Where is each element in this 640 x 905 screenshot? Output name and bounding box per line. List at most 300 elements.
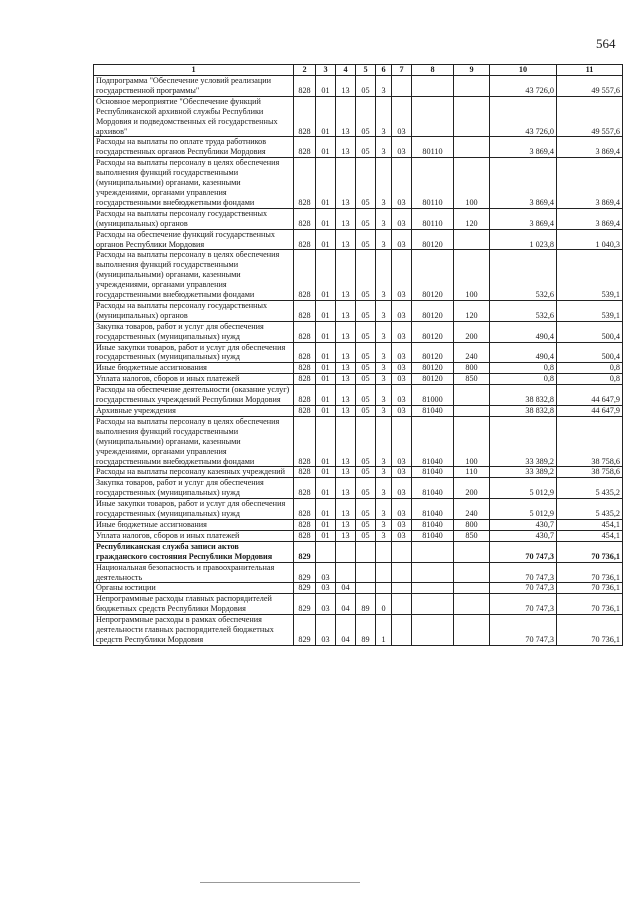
code-podrazdel-cell: 04 bbox=[336, 615, 356, 646]
code-event-cell: 03 bbox=[392, 519, 412, 530]
table-row bbox=[94, 96, 623, 137]
code-direction-cell bbox=[412, 583, 454, 594]
code-direction-cell bbox=[412, 594, 454, 615]
code-razdel-cell: 03 bbox=[316, 615, 336, 646]
code-direction-cell: 80120 bbox=[412, 321, 454, 342]
table-row bbox=[94, 374, 623, 385]
code-event-cell bbox=[392, 594, 412, 615]
code-razdel-cell: 03 bbox=[316, 594, 336, 615]
amount-year1-cell: 43 726,0 bbox=[490, 76, 557, 97]
code-ved-cell: 828 bbox=[294, 478, 316, 499]
amount-year1-cell: 490,4 bbox=[490, 342, 557, 363]
code-expense-type-cell bbox=[454, 137, 490, 158]
amount-year2-cell: 49 557,6 bbox=[557, 96, 623, 137]
amount-year2-cell: 70 736,1 bbox=[557, 541, 623, 562]
row-name-cell: Расходы на выплаты персоналу казенных учреждений bbox=[94, 467, 294, 478]
row-name-cell: Подпрограмма "Обеспечение условий реализации государственной программы" bbox=[94, 76, 294, 97]
code-subprogram-cell: 3 bbox=[376, 374, 392, 385]
amount-year2-cell: 44 647,9 bbox=[557, 406, 623, 417]
code-podrazdel-cell: 13 bbox=[336, 158, 356, 209]
code-podrazdel-cell: 13 bbox=[336, 229, 356, 250]
code-ved-cell: 828 bbox=[294, 208, 316, 229]
code-program-cell: 05 bbox=[356, 385, 376, 406]
amount-year2-cell: 70 736,1 bbox=[557, 562, 623, 583]
code-ved-cell: 829 bbox=[294, 583, 316, 594]
code-subprogram-cell: 0 bbox=[376, 594, 392, 615]
code-event-cell: 03 bbox=[392, 137, 412, 158]
code-program-cell bbox=[356, 583, 376, 594]
code-podrazdel-cell: 13 bbox=[336, 478, 356, 499]
row-name-cell: Непрограммные расходы в рамках обеспечения деятельности главных распорядителей бюджетных средств Республики Мордовия bbox=[94, 615, 294, 646]
table-row bbox=[94, 385, 623, 406]
header-cell: 8 bbox=[412, 65, 454, 76]
code-ved-cell: 828 bbox=[294, 499, 316, 520]
table-row bbox=[94, 406, 623, 417]
code-razdel-cell: 01 bbox=[316, 385, 336, 406]
table-row bbox=[94, 530, 623, 541]
code-expense-type-cell: 800 bbox=[454, 519, 490, 530]
amount-year2-cell: 44 647,9 bbox=[557, 385, 623, 406]
row-name-cell: Расходы на выплаты персоналу в целях обеспечения выполнения функций государственными (муниципальными) органами, казенными учреждениями, органами управления государственными внебюджетными фондами bbox=[94, 250, 294, 301]
table-row bbox=[94, 562, 623, 583]
amount-year2-cell: 1 040,3 bbox=[557, 229, 623, 250]
code-expense-type-cell bbox=[454, 562, 490, 583]
code-event-cell: 03 bbox=[392, 385, 412, 406]
code-program-cell: 05 bbox=[356, 467, 376, 478]
code-subprogram-cell: 3 bbox=[376, 158, 392, 209]
code-podrazdel-cell: 13 bbox=[336, 342, 356, 363]
amount-year1-cell: 38 832,8 bbox=[490, 406, 557, 417]
header-cell: 3 bbox=[316, 65, 336, 76]
code-expense-type-cell: 800 bbox=[454, 363, 490, 374]
table-row bbox=[94, 499, 623, 520]
code-subprogram-cell: 3 bbox=[376, 478, 392, 499]
code-ved-cell: 828 bbox=[294, 321, 316, 342]
header-cell: 9 bbox=[454, 65, 490, 76]
code-direction-cell: 80120 bbox=[412, 374, 454, 385]
code-program-cell: 05 bbox=[356, 519, 376, 530]
row-name-cell: Уплата налогов, сборов и иных платежей bbox=[94, 374, 294, 385]
code-direction-cell bbox=[412, 76, 454, 97]
code-razdel-cell: 01 bbox=[316, 478, 336, 499]
code-subprogram-cell bbox=[376, 583, 392, 594]
budget-table bbox=[93, 64, 623, 646]
code-razdel-cell: 01 bbox=[316, 467, 336, 478]
code-direction-cell: 81040 bbox=[412, 478, 454, 499]
code-ved-cell: 828 bbox=[294, 519, 316, 530]
table-row bbox=[94, 583, 623, 594]
code-ved-cell: 828 bbox=[294, 76, 316, 97]
amount-year2-cell: 454,1 bbox=[557, 519, 623, 530]
code-ved-cell: 828 bbox=[294, 158, 316, 209]
code-event-cell bbox=[392, 583, 412, 594]
code-ved-cell: 829 bbox=[294, 541, 316, 562]
code-ved-cell: 828 bbox=[294, 467, 316, 478]
amount-year2-cell: 70 736,1 bbox=[557, 594, 623, 615]
amount-year2-cell: 38 758,6 bbox=[557, 467, 623, 478]
amount-year1-cell: 430,7 bbox=[490, 530, 557, 541]
code-razdel-cell: 01 bbox=[316, 76, 336, 97]
code-event-cell: 03 bbox=[392, 499, 412, 520]
code-subprogram-cell: 3 bbox=[376, 300, 392, 321]
amount-year1-cell: 430,7 bbox=[490, 519, 557, 530]
code-program-cell bbox=[356, 562, 376, 583]
code-ved-cell: 828 bbox=[294, 137, 316, 158]
code-event-cell bbox=[392, 76, 412, 97]
code-razdel-cell: 01 bbox=[316, 416, 336, 467]
code-ved-cell: 828 bbox=[294, 250, 316, 301]
amount-year2-cell: 5 435,2 bbox=[557, 478, 623, 499]
code-event-cell: 03 bbox=[392, 530, 412, 541]
row-name-cell: Республиканская служба записи актов гражданского состояния Республики Мордовия bbox=[94, 541, 294, 562]
amount-year2-cell: 539,1 bbox=[557, 250, 623, 301]
code-expense-type-cell: 110 bbox=[454, 467, 490, 478]
table-row bbox=[94, 158, 623, 209]
code-program-cell: 05 bbox=[356, 374, 376, 385]
code-podrazdel-cell: 13 bbox=[336, 530, 356, 541]
amount-year1-cell: 0,8 bbox=[490, 374, 557, 385]
table-row bbox=[94, 416, 623, 467]
code-razdel-cell: 01 bbox=[316, 406, 336, 417]
code-podrazdel-cell: 13 bbox=[336, 76, 356, 97]
code-razdel-cell: 01 bbox=[316, 137, 336, 158]
code-direction-cell: 80120 bbox=[412, 363, 454, 374]
table-row bbox=[94, 478, 623, 499]
code-podrazdel-cell: 13 bbox=[336, 96, 356, 137]
amount-year1-cell: 70 747,3 bbox=[490, 615, 557, 646]
amount-year2-cell: 49 557,6 bbox=[557, 76, 623, 97]
table-row bbox=[94, 300, 623, 321]
code-program-cell: 05 bbox=[356, 229, 376, 250]
row-name-cell: Национальная безопасность и правоохранительная деятельность bbox=[94, 562, 294, 583]
code-podrazdel-cell: 13 bbox=[336, 499, 356, 520]
code-program-cell: 05 bbox=[356, 478, 376, 499]
table-row bbox=[94, 363, 623, 374]
amount-year1-cell: 3 869,4 bbox=[490, 158, 557, 209]
header-cell: 4 bbox=[336, 65, 356, 76]
code-subprogram-cell: 3 bbox=[376, 76, 392, 97]
code-direction-cell: 80110 bbox=[412, 137, 454, 158]
code-expense-type-cell: 100 bbox=[454, 416, 490, 467]
code-event-cell: 03 bbox=[392, 250, 412, 301]
amount-year1-cell: 3 869,4 bbox=[490, 208, 557, 229]
row-name-cell: Закупка товаров, работ и услуг для обеспечения государственных (муниципальных) нужд bbox=[94, 321, 294, 342]
table-row bbox=[94, 208, 623, 229]
page-number: 564 bbox=[596, 36, 616, 51]
code-podrazdel-cell: 13 bbox=[336, 250, 356, 301]
code-ved-cell: 828 bbox=[294, 530, 316, 541]
code-event-cell: 03 bbox=[392, 321, 412, 342]
amount-year2-cell: 5 435,2 bbox=[557, 499, 623, 520]
code-subprogram-cell bbox=[376, 562, 392, 583]
code-razdel-cell: 01 bbox=[316, 229, 336, 250]
code-razdel-cell: 01 bbox=[316, 321, 336, 342]
code-event-cell: 03 bbox=[392, 208, 412, 229]
code-direction-cell: 81040 bbox=[412, 499, 454, 520]
code-direction-cell: 81040 bbox=[412, 530, 454, 541]
amount-year1-cell: 70 747,3 bbox=[490, 583, 557, 594]
code-subprogram-cell: 3 bbox=[376, 519, 392, 530]
code-razdel-cell bbox=[316, 541, 336, 562]
table-row bbox=[94, 321, 623, 342]
table-row bbox=[94, 541, 623, 562]
code-event-cell: 03 bbox=[392, 406, 412, 417]
table-row bbox=[94, 615, 623, 646]
code-program-cell: 05 bbox=[356, 96, 376, 137]
code-expense-type-cell: 240 bbox=[454, 342, 490, 363]
code-podrazdel-cell bbox=[336, 562, 356, 583]
code-event-cell: 03 bbox=[392, 229, 412, 250]
amount-year2-cell: 500,4 bbox=[557, 321, 623, 342]
row-name-cell: Расходы на выплаты персоналу в целях обеспечения выполнения функций государственными (муниципальными) органами, казенными учреждениями, органами управления государственными внебюджетными фондами bbox=[94, 416, 294, 467]
table-row bbox=[94, 342, 623, 363]
code-event-cell: 03 bbox=[392, 363, 412, 374]
row-name-cell: Расходы на выплаты по оплате труда работников государственных органов Республики Мордовия bbox=[94, 137, 294, 158]
code-podrazdel-cell bbox=[336, 541, 356, 562]
code-program-cell: 05 bbox=[356, 76, 376, 97]
amount-year1-cell: 0,8 bbox=[490, 363, 557, 374]
code-subprogram-cell: 3 bbox=[376, 416, 392, 467]
amount-year2-cell: 3 869,4 bbox=[557, 137, 623, 158]
code-subprogram-cell: 3 bbox=[376, 363, 392, 374]
code-event-cell: 03 bbox=[392, 374, 412, 385]
code-event-cell bbox=[392, 615, 412, 646]
code-ved-cell: 829 bbox=[294, 594, 316, 615]
code-razdel-cell: 01 bbox=[316, 208, 336, 229]
code-direction-cell bbox=[412, 615, 454, 646]
row-name-cell: Расходы на обеспечение функций государственных органов Республики Мордовия bbox=[94, 229, 294, 250]
code-program-cell bbox=[356, 541, 376, 562]
code-razdel-cell: 01 bbox=[316, 519, 336, 530]
table-row bbox=[94, 137, 623, 158]
code-razdel-cell: 01 bbox=[316, 300, 336, 321]
amount-year1-cell: 1 023,8 bbox=[490, 229, 557, 250]
amount-year1-cell: 532,6 bbox=[490, 250, 557, 301]
header-cell: 2 bbox=[294, 65, 316, 76]
code-podrazdel-cell: 13 bbox=[336, 300, 356, 321]
table-row bbox=[94, 519, 623, 530]
code-subprogram-cell: 3 bbox=[376, 342, 392, 363]
code-subprogram-cell: 1 bbox=[376, 615, 392, 646]
code-razdel-cell: 01 bbox=[316, 363, 336, 374]
amount-year2-cell: 539,1 bbox=[557, 300, 623, 321]
amount-year1-cell: 38 832,8 bbox=[490, 385, 557, 406]
header-cell: 10 bbox=[490, 65, 557, 76]
code-direction-cell: 80120 bbox=[412, 250, 454, 301]
code-direction-cell: 81040 bbox=[412, 406, 454, 417]
code-subprogram-cell: 3 bbox=[376, 250, 392, 301]
code-program-cell: 05 bbox=[356, 250, 376, 301]
amount-year2-cell: 454,1 bbox=[557, 530, 623, 541]
amount-year1-cell: 70 747,3 bbox=[490, 562, 557, 583]
code-podrazdel-cell: 13 bbox=[336, 208, 356, 229]
code-program-cell: 89 bbox=[356, 615, 376, 646]
code-direction-cell bbox=[412, 96, 454, 137]
row-name-cell: Расходы на выплаты персоналу государственных (муниципальных) органов bbox=[94, 300, 294, 321]
code-event-cell: 03 bbox=[392, 158, 412, 209]
code-ved-cell: 828 bbox=[294, 300, 316, 321]
code-subprogram-cell: 3 bbox=[376, 96, 392, 137]
code-razdel-cell: 01 bbox=[316, 374, 336, 385]
amount-year2-cell: 0,8 bbox=[557, 374, 623, 385]
amount-year1-cell: 5 012,9 bbox=[490, 478, 557, 499]
code-direction-cell: 81040 bbox=[412, 519, 454, 530]
table-row bbox=[94, 76, 623, 97]
code-event-cell: 03 bbox=[392, 416, 412, 467]
code-razdel-cell: 01 bbox=[316, 250, 336, 301]
budget-table-container bbox=[93, 64, 623, 646]
code-podrazdel-cell: 13 bbox=[336, 374, 356, 385]
amount-year1-cell: 33 389,2 bbox=[490, 416, 557, 467]
header-cell: 1 bbox=[94, 65, 294, 76]
code-program-cell: 05 bbox=[356, 137, 376, 158]
code-expense-type-cell bbox=[454, 615, 490, 646]
code-program-cell: 05 bbox=[356, 530, 376, 541]
code-subprogram-cell: 3 bbox=[376, 530, 392, 541]
code-podrazdel-cell: 13 bbox=[336, 519, 356, 530]
amount-year2-cell: 70 736,1 bbox=[557, 615, 623, 646]
code-subprogram-cell: 3 bbox=[376, 229, 392, 250]
code-subprogram-cell: 3 bbox=[376, 385, 392, 406]
code-subprogram-cell: 3 bbox=[376, 467, 392, 478]
code-razdel-cell: 01 bbox=[316, 96, 336, 137]
code-podrazdel-cell: 04 bbox=[336, 594, 356, 615]
code-program-cell: 05 bbox=[356, 208, 376, 229]
code-expense-type-cell bbox=[454, 406, 490, 417]
code-direction-cell: 81040 bbox=[412, 467, 454, 478]
code-ved-cell: 828 bbox=[294, 385, 316, 406]
code-program-cell: 05 bbox=[356, 321, 376, 342]
amount-year2-cell: 70 736,1 bbox=[557, 583, 623, 594]
code-program-cell: 05 bbox=[356, 363, 376, 374]
code-subprogram-cell: 3 bbox=[376, 137, 392, 158]
code-subprogram-cell: 3 bbox=[376, 499, 392, 520]
code-expense-type-cell: 240 bbox=[454, 499, 490, 520]
row-name-cell: Органы юстиции bbox=[94, 583, 294, 594]
row-name-cell: Основное мероприятие "Обеспечение функций Республиканской архивной службы Республики Мордовия и подведомственных ей государственных архивов" bbox=[94, 96, 294, 137]
code-direction-cell: 81000 bbox=[412, 385, 454, 406]
code-program-cell: 05 bbox=[356, 300, 376, 321]
code-ved-cell: 828 bbox=[294, 363, 316, 374]
amount-year1-cell: 3 869,4 bbox=[490, 137, 557, 158]
code-ved-cell: 829 bbox=[294, 615, 316, 646]
code-expense-type-cell: 850 bbox=[454, 374, 490, 385]
code-event-cell: 03 bbox=[392, 342, 412, 363]
code-expense-type-cell bbox=[454, 594, 490, 615]
row-name-cell: Иные бюджетные ассигнования bbox=[94, 363, 294, 374]
code-event-cell: 03 bbox=[392, 96, 412, 137]
row-name-cell: Расходы на обеспечение деятельности (оказание услуг) государственных учреждений Республики Мордовия bbox=[94, 385, 294, 406]
code-expense-type-cell: 100 bbox=[454, 158, 490, 209]
header-cell: 5 bbox=[356, 65, 376, 76]
code-ved-cell: 828 bbox=[294, 342, 316, 363]
code-ved-cell: 828 bbox=[294, 96, 316, 137]
code-program-cell: 05 bbox=[356, 342, 376, 363]
table-row bbox=[94, 467, 623, 478]
code-podrazdel-cell: 13 bbox=[336, 406, 356, 417]
row-name-cell: Расходы на выплаты персоналу государственных (муниципальных) органов bbox=[94, 208, 294, 229]
table-header-row bbox=[94, 65, 623, 76]
code-event-cell bbox=[392, 562, 412, 583]
code-expense-type-cell bbox=[454, 583, 490, 594]
code-direction-cell: 81040 bbox=[412, 416, 454, 467]
code-expense-type-cell: 120 bbox=[454, 208, 490, 229]
code-direction-cell: 80110 bbox=[412, 208, 454, 229]
amount-year2-cell: 3 869,4 bbox=[557, 208, 623, 229]
code-ved-cell: 828 bbox=[294, 229, 316, 250]
amount-year1-cell: 532,6 bbox=[490, 300, 557, 321]
code-direction-cell: 80110 bbox=[412, 158, 454, 209]
code-event-cell bbox=[392, 541, 412, 562]
code-razdel-cell: 01 bbox=[316, 499, 336, 520]
code-expense-type-cell bbox=[454, 385, 490, 406]
row-name-cell: Уплата налогов, сборов и иных платежей bbox=[94, 530, 294, 541]
header-cell: 6 bbox=[376, 65, 392, 76]
code-direction-cell: 80120 bbox=[412, 342, 454, 363]
code-subprogram-cell: 3 bbox=[376, 406, 392, 417]
code-direction-cell bbox=[412, 562, 454, 583]
code-ved-cell: 828 bbox=[294, 416, 316, 467]
row-name-cell: Архивные учреждения bbox=[94, 406, 294, 417]
code-program-cell: 05 bbox=[356, 416, 376, 467]
code-expense-type-cell: 200 bbox=[454, 321, 490, 342]
code-expense-type-cell: 120 bbox=[454, 300, 490, 321]
row-name-cell: Иные закупки товаров, работ и услуг для обеспечения государственных (муниципальных) нужд bbox=[94, 342, 294, 363]
code-podrazdel-cell: 13 bbox=[336, 363, 356, 374]
code-ved-cell: 828 bbox=[294, 406, 316, 417]
code-expense-type-cell: 850 bbox=[454, 530, 490, 541]
code-ved-cell: 828 bbox=[294, 374, 316, 385]
code-program-cell: 05 bbox=[356, 499, 376, 520]
code-razdel-cell: 01 bbox=[316, 158, 336, 209]
code-subprogram-cell: 3 bbox=[376, 208, 392, 229]
row-name-cell: Иные бюджетные ассигнования bbox=[94, 519, 294, 530]
row-name-cell: Иные закупки товаров, работ и услуг для обеспечения государственных (муниципальных) нужд bbox=[94, 499, 294, 520]
code-podrazdel-cell: 13 bbox=[336, 137, 356, 158]
code-ved-cell: 829 bbox=[294, 562, 316, 583]
amount-year2-cell: 0,8 bbox=[557, 363, 623, 374]
code-expense-type-cell bbox=[454, 76, 490, 97]
code-expense-type-cell: 200 bbox=[454, 478, 490, 499]
code-event-cell: 03 bbox=[392, 478, 412, 499]
code-direction-cell: 80120 bbox=[412, 229, 454, 250]
table-row bbox=[94, 594, 623, 615]
code-expense-type-cell bbox=[454, 96, 490, 137]
amount-year1-cell: 490,4 bbox=[490, 321, 557, 342]
amount-year1-cell: 33 389,2 bbox=[490, 467, 557, 478]
row-name-cell: Расходы на выплаты персоналу в целях обеспечения выполнения функций государственными (муниципальными) органами, казенными учреждениями, органами управления государственными внебюджетными фондами bbox=[94, 158, 294, 209]
code-subprogram-cell: 3 bbox=[376, 321, 392, 342]
code-subprogram-cell bbox=[376, 541, 392, 562]
amount-year1-cell: 43 726,0 bbox=[490, 96, 557, 137]
footer-divider bbox=[200, 882, 360, 883]
code-razdel-cell: 03 bbox=[316, 583, 336, 594]
code-podrazdel-cell: 13 bbox=[336, 416, 356, 467]
header-cell: 11 bbox=[557, 65, 623, 76]
amount-year1-cell: 5 012,9 bbox=[490, 499, 557, 520]
amount-year1-cell: 70 747,3 bbox=[490, 594, 557, 615]
code-expense-type-cell: 100 bbox=[454, 250, 490, 301]
amount-year1-cell: 70 747,3 bbox=[490, 541, 557, 562]
code-razdel-cell: 01 bbox=[316, 530, 336, 541]
code-expense-type-cell bbox=[454, 229, 490, 250]
code-program-cell: 05 bbox=[356, 158, 376, 209]
row-name-cell: Закупка товаров, работ и услуг для обеспечения государственных (муниципальных) нужд bbox=[94, 478, 294, 499]
row-name-cell: Непрограммные расходы главных распорядителей бюджетных средств Республики Мордовия bbox=[94, 594, 294, 615]
amount-year2-cell: 38 758,6 bbox=[557, 416, 623, 467]
code-event-cell: 03 bbox=[392, 467, 412, 478]
table-row bbox=[94, 250, 623, 301]
